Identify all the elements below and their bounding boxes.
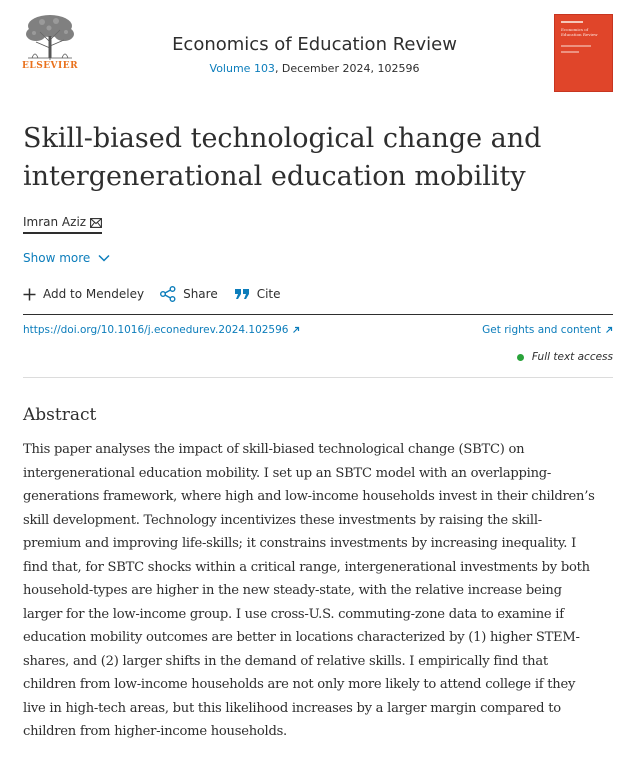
- share-button[interactable]: [160, 286, 218, 302]
- abstract-line: household-types are higher in the new steady-state, with the relative increase being: [23, 583, 562, 598]
- abstract-line: intergenerational education mobility. I set up an SBTC model with an overlapping-: [23, 465, 552, 481]
- show-more-label: Show more: [23, 251, 91, 265]
- share-icon: [160, 286, 176, 302]
- rights-text: Get rights and content: [482, 324, 601, 336]
- access-label: Full text access: [531, 351, 613, 363]
- divider: [23, 377, 613, 378]
- abstract-line: education mobility outcomes are better in locations characterized by (1) higher STEM-: [23, 630, 580, 645]
- publisher-name: ELSEVIER: [22, 61, 79, 71]
- chevron-down-icon: [98, 254, 110, 262]
- journal-meta: [0, 62, 629, 75]
- add-to-mendeley-label: Add to Mendeley: [43, 287, 145, 301]
- article-actions: [23, 286, 297, 302]
- journal-cover-image[interactable]: [554, 14, 613, 92]
- abstract-line: live in high-tech areas, but this likelihood increases by a larger margin compared to: [23, 700, 561, 716]
- cover-title: Economics of Education Review: [561, 27, 598, 37]
- abstract-body: [23, 438, 623, 744]
- access-status: [517, 351, 613, 363]
- issue-info: , December 2024, 102596: [274, 62, 420, 75]
- abstract-line: shares, and (2) larger shifts in the demand of relative skills. I empirically find that: [23, 653, 548, 669]
- volume-link[interactable]: Volume 103: [209, 62, 275, 75]
- get-rights-link[interactable]: [482, 324, 613, 336]
- plus-icon: [23, 288, 36, 301]
- mail-icon[interactable]: [90, 217, 102, 231]
- abstract-line: larger for the low-income group. I use cross-U.S. commuting-zone data to examine if: [23, 606, 564, 622]
- add-to-mendeley-button[interactable]: [23, 287, 144, 301]
- cover-line: [561, 51, 579, 53]
- article-title-line-1: Skill-biased technological change and: [23, 123, 542, 154]
- cite-button[interactable]: [234, 287, 281, 301]
- external-link-icon: [605, 326, 613, 334]
- quote-icon: [234, 288, 250, 300]
- abstract-line: generations framework, where high and low-income households invest in their children’s: [23, 489, 595, 504]
- author-name: Imran Aziz: [23, 215, 87, 229]
- abstract-line: children from higher-income households.: [23, 724, 287, 739]
- cover-line: [561, 45, 591, 47]
- abstract-line: skill development. Technology incentivizes these investments by raising the skill-: [23, 512, 542, 528]
- show-more-button[interactable]: [23, 251, 110, 265]
- abstract-heading: Abstract: [23, 405, 97, 425]
- abstract-line: premium and improving life-skills; it constrains investments by increasing inequality. I: [23, 536, 577, 551]
- author-link[interactable]: [23, 215, 102, 234]
- doi-text: https://doi.org/10.1016/j.econedurev.2024.102596: [23, 324, 289, 336]
- article-title-line-2: intergenerational education mobility: [23, 161, 526, 192]
- journal-header: [0, 0, 629, 100]
- external-link-icon: [292, 326, 300, 334]
- article-title: [23, 120, 613, 196]
- access-dot-icon: [517, 354, 524, 361]
- cover-line: [561, 21, 583, 23]
- journal-title-link[interactable]: Economics of Education Review: [172, 34, 457, 55]
- abstract-line: find that, for SBTC shocks within a critical range, intergenerational investments by both: [23, 559, 590, 575]
- cite-label: Cite: [256, 287, 281, 301]
- share-label: Share: [183, 287, 218, 301]
- doi-link[interactable]: [23, 324, 300, 336]
- abstract-line: This paper analyses the impact of skill-biased technological change (SBTC) on: [23, 442, 525, 457]
- abstract-line: children from low-income households are not only more likely to attend college if they: [23, 677, 576, 692]
- divider: [23, 314, 613, 315]
